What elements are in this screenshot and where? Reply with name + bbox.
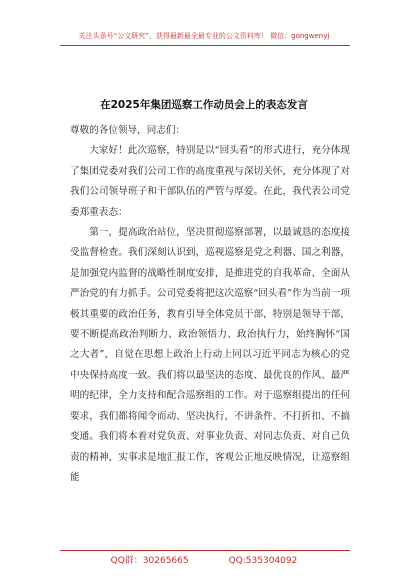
header-divider [60, 45, 350, 46]
document-title: 在2025年集团巡察工作动员会上的表态发言 [100, 99, 308, 111]
page-footer [0, 550, 408, 580]
paragraph-first-point: 第一，提高政治站位，坚决贯彻巡察部署，以最诚恳的态度接受监督检查。我们深刻认识到，巡视巡察是党之利器、国之利器，是加强党内监督的战略性制度安排，是推进党的自我革命、全面从严治党的有力抓手。公司党委将把这次巡察“回头看”作为当前一项极其重要的政治任务，教育引导全体党员干部，特别是领导干部，要不断提高政治判断力、政治领悟力、政治执行力，始终胸怀“国之大者”，自觉在思想上政治上行动上同以习近平同志为核心的党中央保持高度一致。我们将以最坚决的态度、最优良的作风、最严明的纪律，全力支持和配合巡察组的工作。对于巡察组提出的任何要求，我们都将闻令而动、坚决执行，不讲条件、不打折扣、不搞变通。我们将本着对党负责、对事业负责、对同志负责、对自己负责的精神，实事求是地汇报工作，客观公正地反映情况，让巡察组能 [70, 227, 350, 483]
paragraph-intro: 大家好！此次巡察，特别是以“回头看”的形式进行，充分体现了集团党委对我们公司工作的高度重视与深切关怀，充分体现了对我们公司领导班子和干部队伍的严管与厚爱。在此，我代表公司党委郑重表态： [70, 145, 350, 218]
footer-qq-group: QQ群：30265665 [110, 556, 189, 566]
page-header [0, 0, 408, 50]
greeting-line: 尊敬的各位领导，同志们： [70, 125, 186, 136]
footer-qq-number: QQ:535304092 [228, 556, 298, 566]
footer-divider [60, 550, 350, 551]
document-body [70, 117, 350, 488]
footer-contacts [0, 553, 408, 566]
header-promo-note: 关注头条号“公文研究”，获得最新最全最专业的公文资料库！ 微信：gongwenyj [78, 32, 330, 40]
